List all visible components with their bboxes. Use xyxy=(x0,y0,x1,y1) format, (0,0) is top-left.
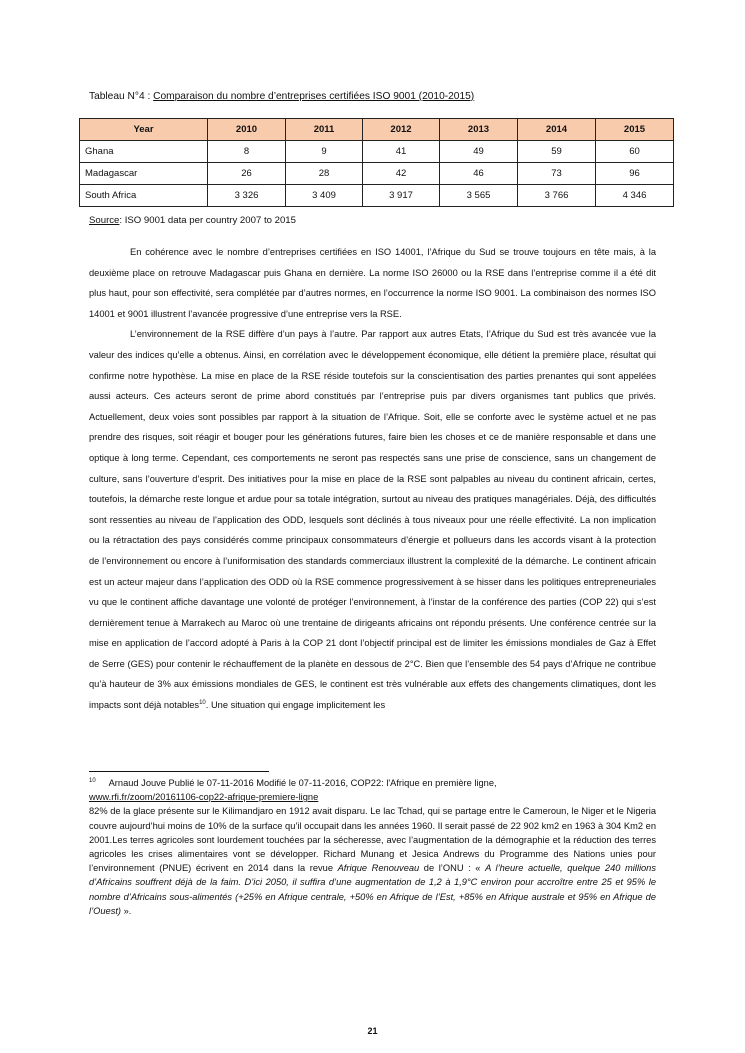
paragraph-2 xyxy=(89,324,656,715)
source-text: : ISO 9001 data per country 2007 to 2015 xyxy=(119,215,296,226)
table-caption-prefix: Tableau N°4 : xyxy=(89,91,154,102)
table-cell: 96 xyxy=(596,163,674,185)
paragraph-2-tail: . Une situation qui engage implicitement les xyxy=(205,700,386,711)
header-2010: 2010 xyxy=(208,119,286,141)
table-cell: 73 xyxy=(518,163,596,185)
footnote-link-line xyxy=(89,790,656,804)
paragraph-2-text: L’environnement de la RSE diffère d’un pays à l’autre. Par rapport aux autres Etats, l’Afrique du Sud est très avancée vue la valeur des indices qu’elle a obtenus. Ainsi, en corrélation avec le développement économique, elle détient la première place, résultat qui confirme notre hypothèse. La mise en place de la RSE réside toutefois sur la conscientisation des parties prenantes qui sont appelées aussi acteurs. Ces acteurs seront de prime abord constitués par l’entreprise puis par divers organismes tant publics que privés. Actuellement, deux voies sont possibles par rapport à la situation de l’Afrique. Soit, elle se conforte avec le système actuel et ne pas prendre des risques, soit réagir et bouger pour les générations futures, faire bien les choses et ce de manière responsable et dans une optique à long terme. Cependant, ces comportements ne seront pas respectés sans une prise de conscience, sans un changement de culture, sans l’ouverture d’esprit. Des initiatives pour la mise en place de la RSE sont palpables au niveau du continent africain, certes, toutefois, la démarche reste longue et ardue pour sa totale intégration, surtout au niveau des pratiques managériales. Déjà, des difficultés sont ressenties au niveau de l’application des ODD, lesquels sont déclinés à tous niveaux pour une réelle effectivité. La non implication ou la rétractation des pays considérés comme principaux consommateurs d’énergie et pollueurs dans les accords visant à la protection de l’environnement ou encore à l’uniformisation des standards commerciaux illustrent la complexité de la démarche. Le continent africain est un acteur majeur dans l’application des ODD où la RSE commence progressivement à se hisser dans les politiques entrepreneuriales vu que le continent affiche davantage une volonté de protéger l’environnement, à l’instar de la conférence des parties (COP 22) qui s’est dernièrement tenue à Marrakech au Maroc où une trentaine de dirigeants africains ont répondu présents. Une conférence centrée sur la mise en application de l’accord adopté à Paris à la COP 21 dont l’objectif principal est de limiter les émissions mondiales de Gaz à Effet de Serre (GES) pour contenir le réchauffement de la planète en dessous de 2°C. Bien que l’ensemble des 54 pays d’Afrique ne contribue qu’à hauteur de 3% aux émissions mondiales de GES, le continent est très vulnérable aux effets des changements climatiques, dont les impacts sont déjà notables xyxy=(89,329,656,711)
page-number: 21 xyxy=(367,1026,378,1036)
footnote-text-b: de l’ONU : « xyxy=(419,863,486,874)
header-2011: 2011 xyxy=(286,119,363,141)
source-label: Source xyxy=(89,215,120,226)
row-country: South Africa xyxy=(80,185,208,207)
table-cell: 3 917 xyxy=(363,185,440,207)
table-cell: 8 xyxy=(208,141,286,163)
table-cell: 59 xyxy=(518,141,596,163)
table-caption-title: Comparaison du nombre d’entreprises certifiées ISO 9001 (2010-2015) xyxy=(153,91,475,102)
footnote xyxy=(89,776,656,918)
table-row xyxy=(80,185,674,207)
table-cell: 3 409 xyxy=(286,185,363,207)
table-source xyxy=(89,214,296,227)
footnote-journal: Afrique Renouveau xyxy=(337,863,420,874)
iso9001-table xyxy=(79,118,674,207)
row-country: Ghana xyxy=(80,141,208,163)
table-cell: 3 326 xyxy=(208,185,286,207)
header-2012: 2012 xyxy=(363,119,440,141)
table-row xyxy=(80,141,674,163)
header-year: Year xyxy=(80,119,208,141)
footnote-link[interactable]: www.rfi.fr/zoom/20161106-cop22-afrique-premiere-ligne xyxy=(89,792,319,803)
footnote-quote: A l’heure actuelle, quelque 240 millions d’Africains souffrent déjà de la faim. D’ici 2050, il suffira d’une augmentation de 1,2 à 1,9°C environ pour accroître entre 25 et 95% le nombre d’Africains sous-alimentés (+25% en Afrique centrale, +50% en Afrique de l’Est, +85% en Afrique australe et 95% en Afrique de l’Ouest) xyxy=(89,863,656,916)
paragraph-1: En cohérence avec le nombre d’entreprises certifiées en ISO 14001, l’Afrique du Sud se trouve toujours en tête mais, à la deuxième place on retrouve Madagascar puis Ghana en dernière. La norme ISO 26000 ou la RSE dans l’entreprise comme il a été dit plus haut, pour son effectivité, sera complétée par d’autres normes, en l’occurrence la norme ISO 9001. La combinaison des normes ISO 14001 et 9001 illustrent l’avancée progressive d’une entreprise vers la RSE. xyxy=(89,247,656,319)
footnote-divider xyxy=(89,771,269,772)
footnote-ref[interactable]: 10 xyxy=(199,699,206,706)
table-cell: 4 346 xyxy=(596,185,674,207)
header-2014: 2014 xyxy=(518,119,596,141)
table-cell: 3 565 xyxy=(440,185,518,207)
table-cell: 42 xyxy=(363,163,440,185)
header-2013: 2013 xyxy=(440,119,518,141)
table-cell: 49 xyxy=(440,141,518,163)
footnote-line xyxy=(89,776,656,790)
table-cell: 3 766 xyxy=(518,185,596,207)
table-cell: 46 xyxy=(440,163,518,185)
table-cell: 41 xyxy=(363,141,440,163)
footnote-body xyxy=(89,804,656,918)
footnote-text-c: ». xyxy=(121,905,132,916)
header-2015: 2015 xyxy=(596,119,674,141)
footnote-text-a: 82% de la glace présente sur le Kilimandjaro en 1912 avait disparu. Le lac Tchad, qui se partage entre le Cameroun, le Niger et le Nigeria couvre aujourd’hui moins de 10% de la surface qu’il occupait dans les années 1960. Il serait passé de 22 902 km2 en 1963 à 304 Km2 en 2001.Les terres agricoles sont lourdement touchées par la sécheresse, avec l’augmentation de la démographie et la réduction des terres agricoles les crises alimentaires vont se développer. Richard Munang et Jesica Andrews du Programme des Nations unies pour l’environnement (PNUE) écrivent en 2014 dans la revue xyxy=(89,806,656,874)
table-cell: 26 xyxy=(208,163,286,185)
table-row xyxy=(80,163,674,185)
row-country: Madagascar xyxy=(80,163,208,185)
table-header-row xyxy=(80,119,674,141)
table-cell: 9 xyxy=(286,141,363,163)
footnote-citation: Arnaud Jouve Publié le 07-11-2016 Modifié le 07-11-2016, COP22: l'Afrique en première ligne, xyxy=(108,778,497,788)
footnote-number: 10 xyxy=(89,777,96,784)
table-cell: 28 xyxy=(286,163,363,185)
table-cell: 60 xyxy=(596,141,674,163)
table-caption xyxy=(89,90,474,103)
body-text xyxy=(89,242,656,716)
